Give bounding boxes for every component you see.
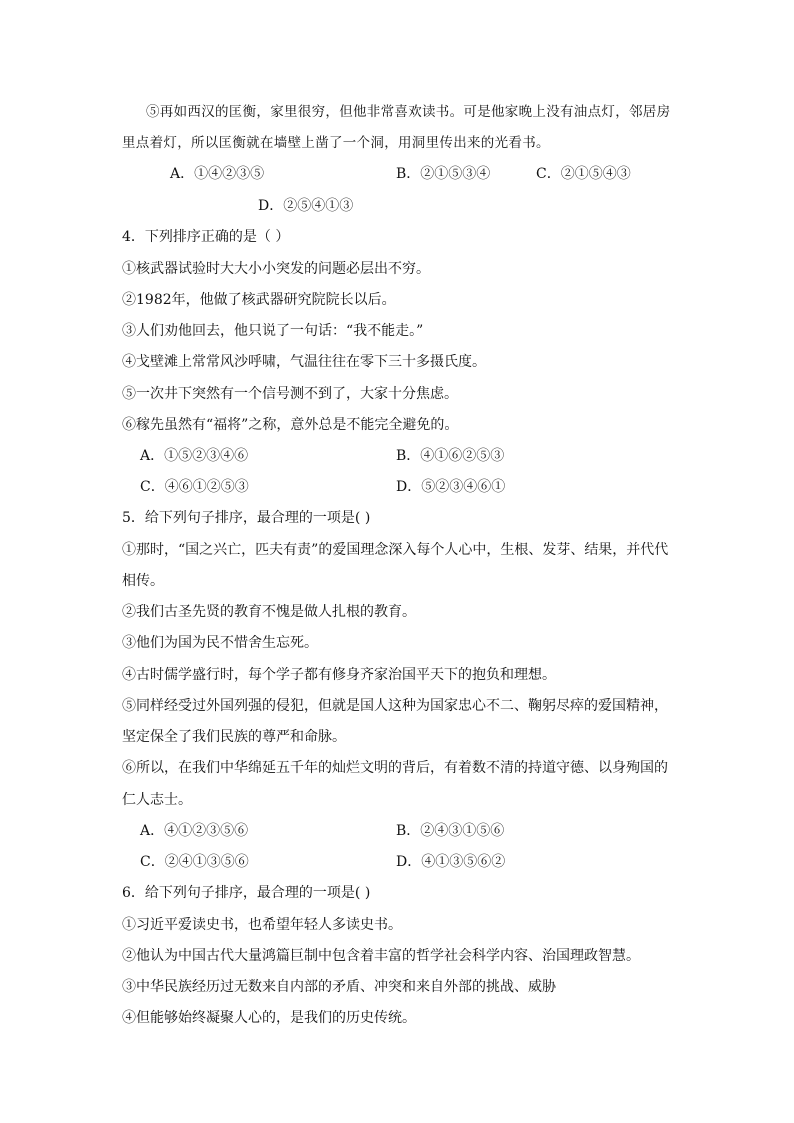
q5-item-1-line-1: ①那时，“国之兴亡，匹夫有责”的爱国理念深入每个人心中，生根、发芽、结果，并代代 <box>122 542 669 558</box>
q5-item-6-line-2: 仁人志士。 <box>122 792 192 808</box>
prev-option-d: D．②⑤④①③ <box>258 198 354 214</box>
q4-item-2: ②1982年，他做了核武器研究院院长以后。 <box>122 292 396 308</box>
q6-item-1: ①习近平爱读史书，也希望年轻人多读史书。 <box>122 917 402 933</box>
q5-item-6-line-1: ⑥所以，在我们中华绵延五千年的灿烂文明的背后，有着数不清的持道守德、以身殉国的 <box>122 760 668 776</box>
prev-item-5-line-1: ⑤再如西汉的匡衡，家里很穷，但他非常喜欢读书。可是他家晚上没有油点灯，邻居房 <box>146 104 671 120</box>
prev-option-c: C．②①⑤④③ <box>536 166 631 182</box>
q4-option-d: D．⑤②③④⑥① <box>396 479 506 495</box>
q6-item-2: ②他认为中国古代大量鸿篇巨制中包含着丰富的哲学社会科学内容、治国理政智慧。 <box>122 948 640 964</box>
q4-item-3: ③人们劝他回去，他只说了一句话：“我不能走。” <box>122 323 424 339</box>
q5-item-5-line-2: 坚定保全了我们民族的尊严和命脉。 <box>122 729 346 745</box>
q4-stem: 4．下列排序正确的是（ ） <box>122 229 290 245</box>
q5-item-3: ③他们为国为民不惜舍生忘死。 <box>122 635 318 651</box>
q5-option-b: B．②④③①⑤⑥ <box>396 823 505 839</box>
q5-option-c: C．②④①③⑤⑥ <box>140 854 249 870</box>
q5-item-2: ②我们古圣先贤的教育不愧是做人扎根的教育。 <box>122 604 416 620</box>
q5-stem: 5．给下列句子排序，最合理的一项是( ) <box>122 510 371 526</box>
prev-item-5-line-2: 里点着灯，所以匡衡就在墙壁上凿了一个洞，用洞里传出来的光看书。 <box>122 135 550 151</box>
q4-item-5: ⑤一次井下突然有一个信号测不到了，大家十分焦虑。 <box>122 386 458 402</box>
q5-item-4: ④古时儒学盛行时，每个学子都有修身齐家治国平天下的抱负和理想。 <box>122 667 556 683</box>
q4-item-1: ①核武器试验时大大小小突发的问题必层出不穷。 <box>122 261 430 277</box>
q6-stem: 6．给下列句子排序，最合理的一项是( ) <box>122 885 371 901</box>
q6-item-4: ④但能够始终凝聚人心的，是我们的历史传统。 <box>122 1010 416 1026</box>
q5-item-1-line-2: 相传。 <box>122 573 164 589</box>
q4-option-a: A．①⑤②③④⑥ <box>140 448 249 464</box>
q5-item-5-line-1: ⑤同样经受过外国列强的侵犯，但就是国人这种为国家忠心不二、鞠躬尽瘁的爱国精神， <box>122 698 668 714</box>
q4-option-b: B．④①⑥②⑤③ <box>396 448 505 464</box>
q5-option-a: A．④①②③⑤⑥ <box>140 823 249 839</box>
prev-option-a: A．①④②③⑤ <box>170 166 265 182</box>
q6-item-3: ③中华民族经历过无数来自内部的矛盾、冲突和来自外部的挑战、威胁 <box>122 979 556 995</box>
q5-option-d: D．④①③⑤⑥② <box>396 854 506 870</box>
q4-item-4: ④戈壁滩上常常风沙呼啸，气温往往在零下三十多摄氏度。 <box>122 354 486 370</box>
prev-option-b: B．②①⑤③④ <box>396 166 491 182</box>
q4-option-c: C．④⑥①②⑤③ <box>140 479 249 495</box>
q4-item-6: ⑥稼先虽然有“福将”之称，意外总是不能完全避免的。 <box>122 417 459 433</box>
